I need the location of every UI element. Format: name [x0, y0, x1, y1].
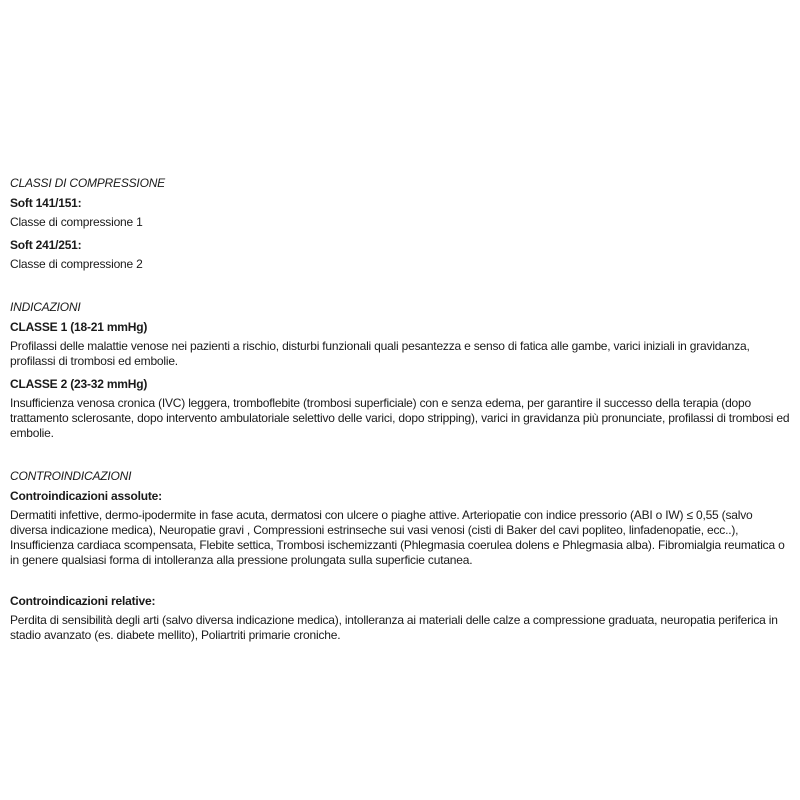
compression-class-2-value: Classe di compressione 2 — [10, 257, 143, 271]
indication-class-2-text: Insufficienza venosa cronica (IVC) leggera, tromboflebite (trombosi superficiale) con e senza edema, per garantire il successo della terapia (dopo trattamento sclerosante, dopo intervento ambulatoriale selettivo delle varici, dopo stripping), varici in gravidanza più pronunciate, profilassi di trombosi ed embolie. — [10, 396, 790, 440]
indication-class-1-text: Profilassi delle malattie venose nei pazienti a rischio, disturbi funzionali quali pesantezza e senso di fatica alle gambe, varici iniziali in gravidanza, profilassi di trombosi ed embolie. — [10, 339, 750, 368]
contraindications-absolute-label: Controindicazioni assolute: — [10, 489, 162, 503]
section-heading-contraindications: CONTROINDICAZIONI — [10, 469, 132, 483]
indication-class-1-label: CLASSE 1 (18-21 mmHg) — [10, 320, 148, 334]
section-heading-indications: INDICAZIONI — [10, 300, 81, 314]
compression-class-2-label: Soft 241/251: — [10, 238, 82, 252]
compression-class-1-label: Soft 141/151: — [10, 196, 82, 210]
contraindications-relative-label: Controindicazioni relative: — [10, 594, 156, 608]
contraindications-absolute-text: Dermatiti infettive, dermo-ipodermite in fase acuta, dermatosi con ulcere o piaghe attive. Arteriopatie con indice pressorio (ABI o IW) ≤ 0,55 (salvo diversa indicazione medica), Neuropatie gravi , Compressioni estrinseche sui vasi venosi (cisti di Baker del cavi popliteo, linfadenopatie, ecc..), Insufficienza cardiaca scompensata, Flebite settica, Trombosi ischemizzanti (Phlegmasia coerulea dolens e Phlegmasia alba). Fibromialgia reumatica o in genere qualsiasi forma di intolleranza alla pressione prolungata sulla superficie cutanea. — [10, 508, 785, 567]
section-heading-compression-classes: CLASSI DI COMPRESSIONE — [10, 176, 165, 190]
indication-class-2-label: CLASSE 2 (23-32 mmHg) — [10, 377, 148, 391]
compression-class-1-value: Classe di compressione 1 — [10, 215, 143, 229]
contraindications-relative-text: Perdita di sensibilità degli arti (salvo diversa indicazione medica), intolleranza ai materiali delle calze a compressione graduata, neuropatia periferica in stadio avanzato (es. diabete mellito), Poliartriti primarie croniche. — [10, 613, 778, 642]
